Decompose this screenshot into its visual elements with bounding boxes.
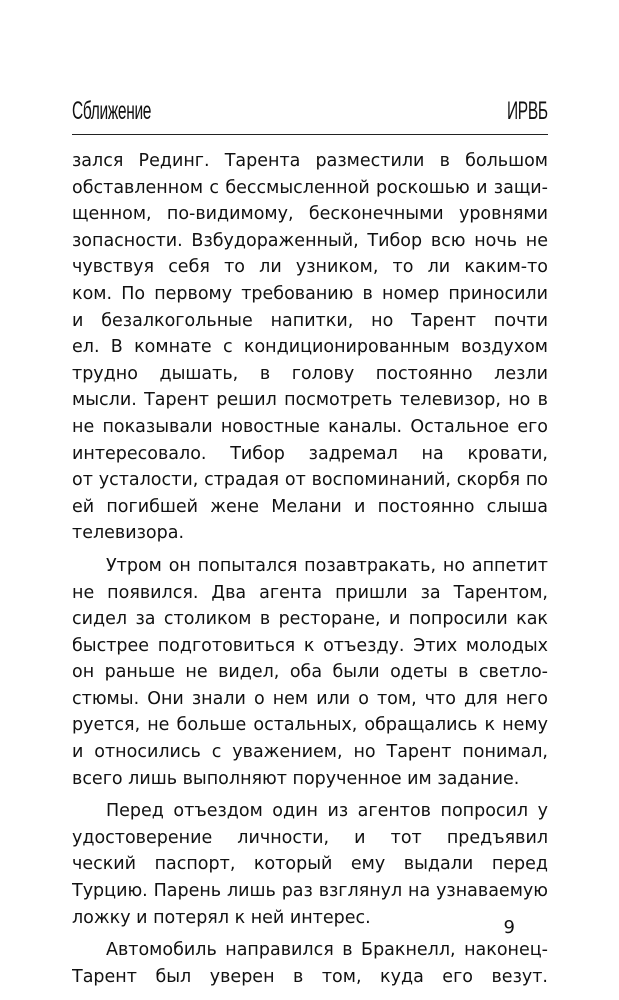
- text-line: Турцию. Парень лишь раз взглянул на узнаваемую: [72, 881, 548, 902]
- page-number: 9: [503, 917, 515, 938]
- text-line: ком. По первому требованию в номер приносили: [72, 283, 548, 304]
- text-line: сидел за столиком в ресторане, и попросили как: [72, 609, 548, 630]
- text-line: мысли. Тарент решил посмотреть телевизор, но в: [72, 390, 548, 411]
- header-rule: [72, 134, 548, 135]
- header-chapter-title: Сближение: [72, 97, 152, 125]
- text-line: интересовало. Тибор задремал на кровати,: [72, 443, 548, 464]
- text-line: Автомобиль направился в Бракнелл, наконец-: [106, 940, 548, 961]
- paragraph: [72, 937, 548, 990]
- text-line: ел. В комнате с кондиционированным воздухом: [72, 337, 548, 358]
- text-line: руется, не больше остальных, обращались к нему: [72, 715, 548, 736]
- text-line: чувствуя себя то ли узником, то ли каким-то: [72, 257, 548, 278]
- text-line: Перед отъездом один из агентов попросил у: [106, 801, 548, 822]
- text-line: ей погибшей жене Мелани и постоянно слыша: [72, 496, 548, 517]
- text-line: Утром он попытался позавтракать, но аппетит: [106, 555, 548, 576]
- text-line: зался Рединг. Тарента разместили в большом: [72, 151, 548, 171]
- text-line: от усталости, страдая от воспоминаний, скорбя по: [72, 470, 548, 491]
- text-line: телевизора.: [72, 523, 185, 544]
- text-line: зопасности. Взбудораженный, Тибор всю ночь не: [72, 230, 548, 251]
- text-line: и относились с уважением, но Тарент понимал,: [72, 742, 548, 763]
- paragraph: [72, 798, 548, 931]
- text-line: не показывали новостные каналы. Остальное его: [72, 416, 548, 437]
- text-line: и безалкогольные напитки, но Тарент почти: [72, 310, 548, 331]
- text-line: ческий паспорт, который ему выдали перед: [72, 854, 548, 875]
- text-line: не появился. Два агента пришли за Тарентом,: [72, 582, 548, 603]
- text-line: трудно дышать, в голову постоянно лезли: [72, 363, 548, 384]
- text-line: быстрее подготовиться к отъезду. Этих молодых: [72, 635, 548, 656]
- text-line: ложку и потерял к ней интерес.: [72, 907, 371, 928]
- text-line: всего лишь выполняют порученное им задание.: [72, 768, 520, 789]
- text-line: стюмы. Они знали о нем или о том, что для него: [72, 688, 548, 709]
- text-line: Тарент был уверен в том, куда его везут.: [72, 966, 548, 987]
- text-line: щенном, по-видимому, бесконечными уровнями: [72, 204, 548, 225]
- text-line: он раньше не видел, оба были одеты в светло-: [72, 662, 548, 683]
- body-text: [72, 148, 548, 990]
- text-line: обставленном с бессмысленной роскошью и защи-: [72, 177, 548, 198]
- paragraph: [72, 553, 548, 792]
- running-header: [72, 96, 548, 130]
- header-book-title: ИРВБ: [507, 97, 548, 125]
- text-line: удостоверение личности, и тот предъявил: [72, 827, 548, 848]
- paragraph: [72, 148, 548, 547]
